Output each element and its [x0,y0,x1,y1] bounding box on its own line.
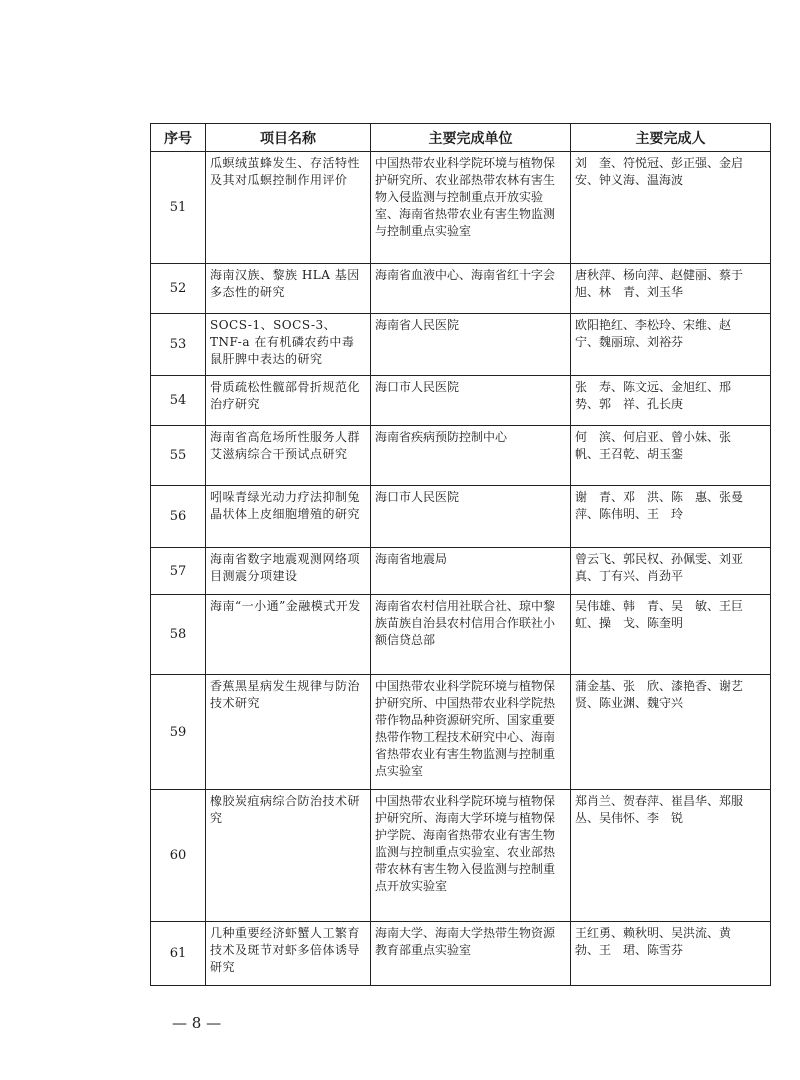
completion-units: 海南省人民医院 [371,314,571,376]
table-row [151,376,771,426]
table-body [151,152,771,986]
table-row [151,426,771,486]
table-row [151,314,771,376]
project-name: 瓜螟绒茧蜂发生、存活特性及其对瓜螟控制作用评价 [206,152,371,264]
completion-people: 谢 青、邓 洪、陈 惠、张曼萍、陈伟明、王 玲 [571,486,771,548]
completion-units: 海口市人民医院 [371,376,571,426]
project-name: 海南“一小通”金融模式开发 [206,595,371,675]
project-name: SOCS-1、SOCS-3、TNF-a 在有机磷农药中毒鼠肝脾中表达的研究 [206,314,371,376]
row-number: 51 [151,152,206,264]
row-number: 54 [151,376,206,426]
project-name: 几种重要经济虾蟹人工繁育技术及斑节对虾多倍体诱导研究 [206,922,371,986]
completion-people: 蒲金基、张 欣、漆艳香、谢艺贤、陈业渊、魏守兴 [571,675,771,790]
row-number: 61 [151,922,206,986]
project-name: 海南汉族、黎族 HLA 基因多态性的研究 [206,264,371,314]
completion-people: 郑肖兰、贺春萍、崔昌华、郑服丛、吴伟怀、李 锐 [571,790,771,922]
header-main-units: 主要完成单位 [371,124,571,152]
completion-people: 曾云飞、郭民权、孙佩雯、刘亚真、丁有兴、肖劲平 [571,548,771,595]
completion-people: 王红勇、赖秋明、吴洪流、黄 勃、王 珺、陈雪芬 [571,922,771,986]
completion-people: 欧阳艳红、李松玲、宋维、赵 宁、魏丽琼、刘裕芬 [571,314,771,376]
table-row [151,790,771,922]
row-number: 55 [151,426,206,486]
completion-units: 海南省疾病预防控制中心 [371,426,571,486]
project-name: 吲哚青绿光动力疗法抑制兔晶状体上皮细胞增殖的研究 [206,486,371,548]
row-number: 58 [151,595,206,675]
header-serial-number: 序号 [151,124,206,152]
row-number: 56 [151,486,206,548]
table-row [151,152,771,264]
project-name: 海南省高危场所性服务人群艾滋病综合干预试点研究 [206,426,371,486]
completion-units: 海南省地震局 [371,548,571,595]
project-name: 橡胶炭疽病综合防治技术研究 [206,790,371,922]
project-name: 骨质疏松性髋部骨折规范化治疗研究 [206,376,371,426]
table-row [151,595,771,675]
completion-units: 海南省血液中心、海南省红十字会 [371,264,571,314]
completion-units: 中国热带农业科学院环境与植物保护研究所、农业部热带农林有害生物入侵监测与控制重点开放实验室、海南省热带农业有害生物监测与控制重点实验室 [371,152,571,264]
project-name: 香蕉黑星病发生规律与防治技术研究 [206,675,371,790]
row-number: 53 [151,314,206,376]
project-name: 海南省数字地震观测网络项目测震分项建设 [206,548,371,595]
row-number: 59 [151,675,206,790]
completion-units: 中国热带农业科学院环境与植物保护研究所、海南大学环境与植物保护学院、海南省热带农业有害生物监测与控制重点实验室、农业部热带农林有害生物入侵监测与控制重点开放实验室 [371,790,571,922]
row-number: 60 [151,790,206,922]
completion-units: 海南省农村信用社联合社、琼中黎族苗族自治县农村信用合作联社小额信贷总部 [371,595,571,675]
page-number: — 8 — [172,1014,222,1032]
header-main-people: 主要完成人 [571,124,771,152]
completion-people: 吴伟雄、韩 青、吴 敏、王巨虹、操 戈、陈奎明 [571,595,771,675]
table-header-row [151,124,771,152]
completion-units: 中国热带农业科学院环境与植物保护研究所、中国热带农业科学院热带作物品种资源研究所、国家重要热带作物工程技术研究中心、海南省热带农业有害生物监测与控制重点实验室 [371,675,571,790]
completion-people: 唐秋萍、杨向萍、赵健丽、蔡于旭、林 青、刘玉华 [571,264,771,314]
table-row [151,922,771,986]
completion-people: 何 滨、何启亚、曾小妹、张 帆、王召乾、胡玉銮 [571,426,771,486]
table-row [151,675,771,790]
completion-units: 海口市人民医院 [371,486,571,548]
row-number: 57 [151,548,206,595]
header-project-name: 项目名称 [206,124,371,152]
completion-units: 海南大学、海南大学热带生物资源教育部重点实验室 [371,922,571,986]
awards-table [150,123,771,986]
completion-people: 张 寿、陈文远、金旭红、邢 势、郭 祥、孔长庚 [571,376,771,426]
row-number: 52 [151,264,206,314]
table-row [151,486,771,548]
table-row [151,264,771,314]
completion-people: 刘 奎、符悦冠、彭正强、金启安、钟义海、温海波 [571,152,771,264]
table-row [151,548,771,595]
